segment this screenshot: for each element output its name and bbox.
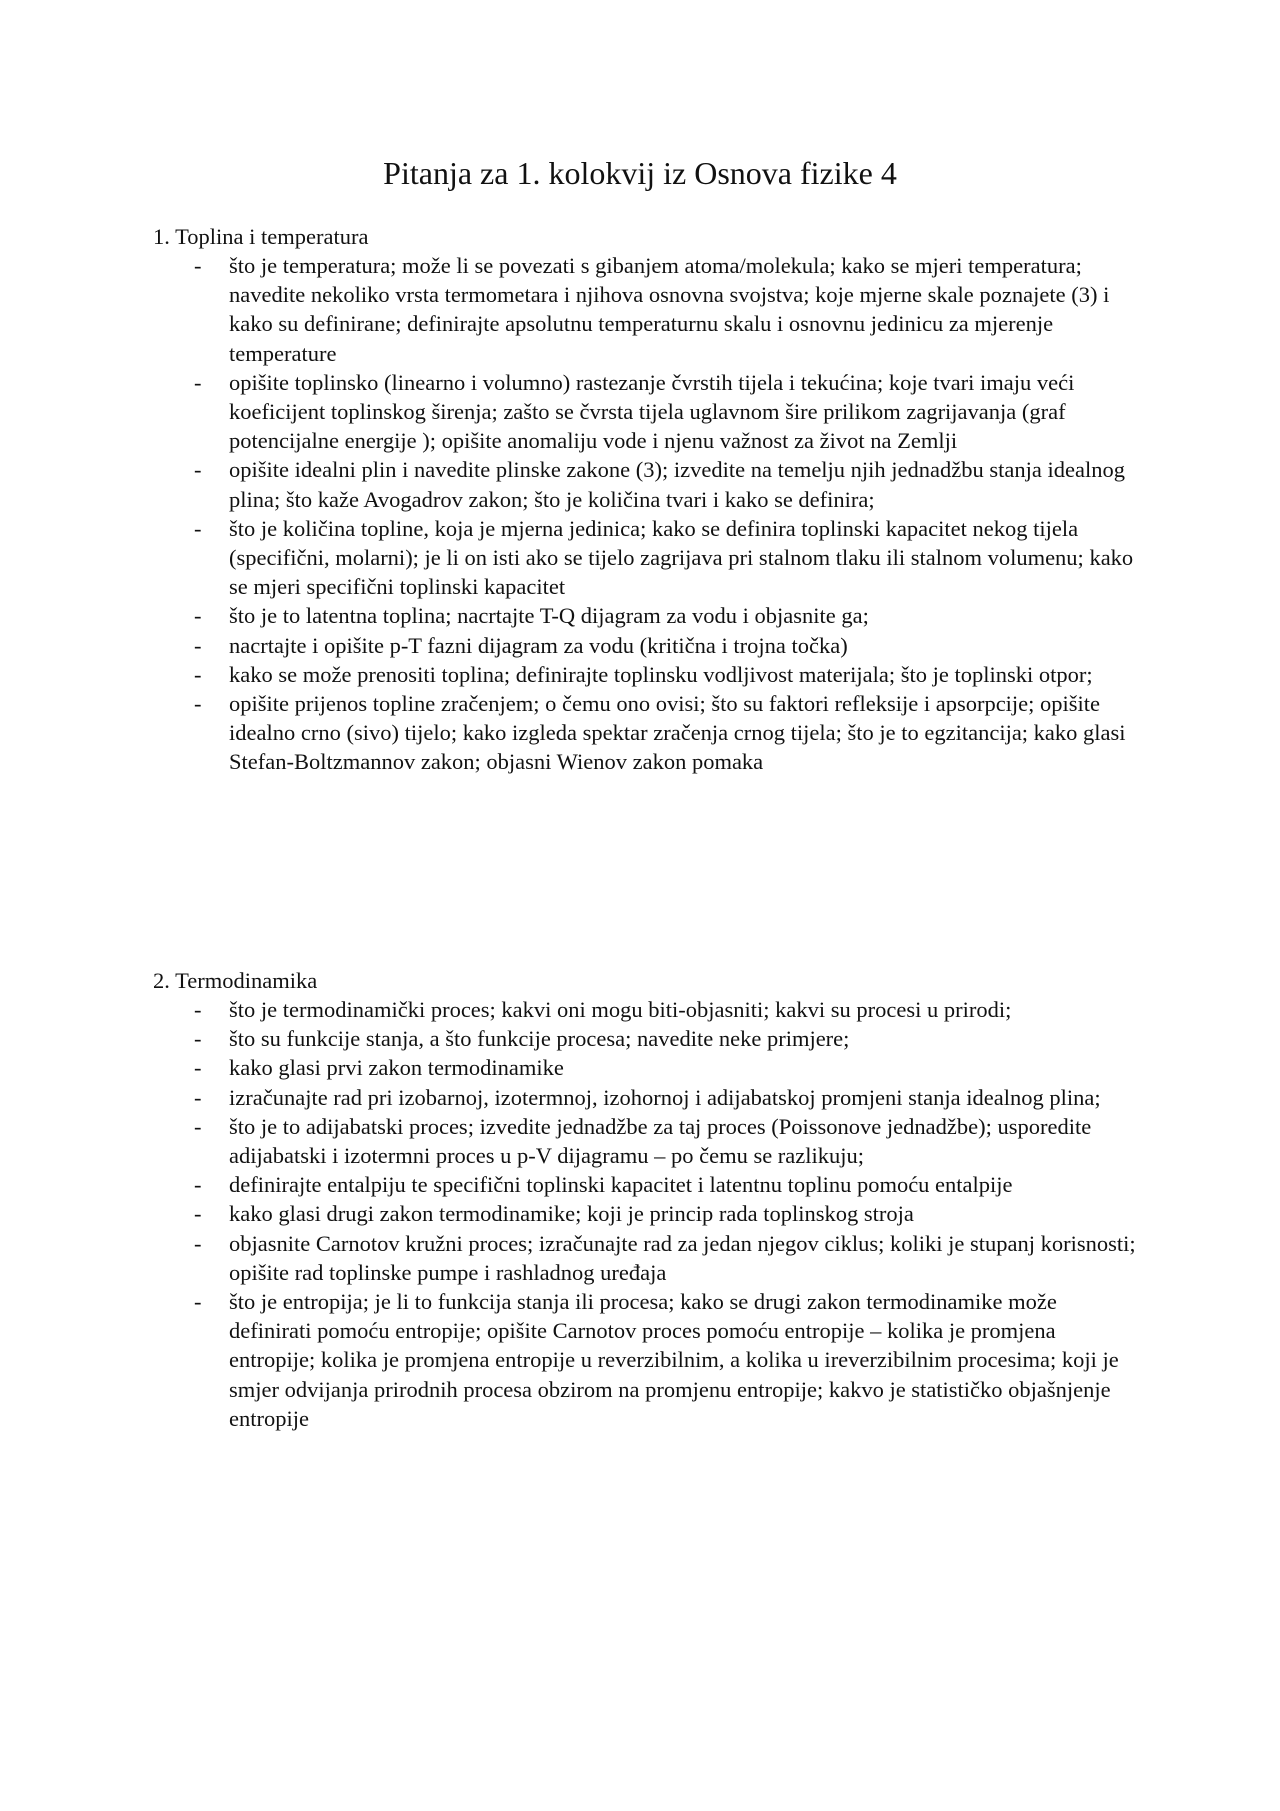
question-list [153,251,1143,777]
list-item [153,1229,1143,1287]
bullet-dash: - [194,661,202,687]
list-item [153,251,1143,368]
bullet-dash: - [194,1289,202,1315]
item-text: kako se može prenositi toplina; definirajte toplinsku vodljivost materijala; što je toplinski otpor; [229,661,1093,687]
list-item [153,514,1143,602]
bullet-dash: - [194,1201,202,1227]
list-item [153,455,1143,513]
list-item [153,601,1143,630]
bullet-dash: - [194,691,202,717]
list-item [153,1083,1143,1112]
item-text: kako glasi prvi zakon termodinamike [229,1055,564,1081]
bullet-dash: - [194,1026,202,1052]
item-text: što je temperatura; može li se povezati s gibanjem atoma/molekula; kako se mjeri temperatura; navedite nekoliko vrsta termometara i njihova osnovna svojstva; koje mjerne skale poznajete (3) i kako su definirane; definirajte apsolutnu temperaturnu skalu i osnovnu jedinicu za mjerenje temperature [229,253,1110,366]
question-list [153,995,1143,1433]
item-text: nacrtajte i opišite p-T fazni dijagram za vodu (kritična i trojna točka) [229,632,848,658]
bullet-dash: - [194,997,202,1022]
item-text: kako glasi drugi zakon termodinamike; koji je princip rada toplinskog stroja [229,1201,914,1227]
list-item [153,368,1143,456]
page-title: Pitanja za 1. kolokvij iz Osnova fizike 4 [383,155,897,191]
list-item [153,689,1143,777]
item-text: definirajte entalpiju te specifični toplinski kapacitet i latentnu toplinu pomoću entalpije [229,1172,1013,1198]
bullet-dash: - [194,369,202,395]
item-text: izračunajte rad pri izobarnoj, izotermnoj, izohornoj i adijabatskoj promjeni stanja idealnog plina; [229,1084,1101,1110]
bullet-dash: - [194,457,202,483]
list-item [153,660,1143,689]
item-text: opišite prijenos topline zračenjem; o čemu ono ovisi; što su faktori refleksije i apsorpcije; opišite idealno crno (sivo) tijelo; kako izgleda spektar zračenja crnog tijela; što je to egzitancija; kako glasi Stefan-Boltzmannov zakon; objasni Wienov zakon pomaka [229,691,1126,775]
list-item [153,995,1143,1024]
bullet-dash: - [194,1172,202,1198]
item-text: što je to adijabatski proces; izvedite jednadžbe za taj proces (Poissonove jednadžbe); usporedite adijabatski i izotermni proces u p-V dijagramu – po čemu se razlikuju; [229,1113,1092,1169]
list-item [153,1024,1143,1053]
item-text: što su funkcije stanja, a što funkcije procesa; navedite neke primjere; [229,1026,850,1052]
list-item [153,1112,1143,1170]
item-text: što je termodinamički proces; kakvi oni mogu biti-objasniti; kakvi su procesi u prirodi; [229,997,1012,1022]
bullet-dash: - [194,603,202,629]
list-item [153,1287,1143,1433]
bullet-dash: - [194,1230,202,1256]
bullet-dash: - [194,1055,202,1081]
list-item [153,1170,1143,1199]
section-heading: 1. Toplina i temperatura [153,224,369,249]
list-item [153,631,1143,660]
list-item [153,1053,1143,1082]
list-item [153,1199,1143,1228]
bullet-dash: - [194,1113,202,1139]
bullet-dash: - [194,515,202,541]
section-termodinamika [153,966,1143,1433]
item-text: opišite idealni plin i navedite plinske zakone (3); izvedite na temelju njih jednadžbu stanja idealnog plina; što kaže Avogadrov zakon; što je količina tvari i kako se definira; [229,457,1125,512]
bullet-dash: - [194,1084,202,1110]
item-text: što je količina topline, koja je mjerna jedinica; kako se definira toplinski kapacitet nekog tijela (specifični, molarni); je li on isti ako se tijelo zagrijava pri stalnom tlaku ili stalnom volumenu; kako se mjeri specifični toplinski kapacitet [229,515,1134,600]
item-text: objasnite Carnotov kružni proces; izračunajte rad za jedan njegov ciklus; koliki je stupanj korisnosti; opišite rad toplinske pumpe i rashladnog uređaja [229,1230,1136,1285]
section-toplina-i-temperatura [153,222,1143,777]
bullet-dash: - [194,253,202,278]
item-text: što je entropija; je li to funkcija stanja ili procesa; kako se drugi zakon termodinamike može definirati pomoću entropije; opišite Carnotov proces pomoću entropije – kolika je promjena entropije; kolika je promjena entropije u reverzibilnim, a kolika u ireverzibilnim procesima; koji je smjer odvijanja prirodnih procesa obzirom na promjenu entropije; kakvo je statističko objašnjenje entropije [229,1289,1119,1431]
bullet-dash: - [194,632,202,658]
item-text: što je to latentna toplina; nacrtajte T-Q dijagram za vodu i objasnite ga; [229,603,869,629]
item-text: opišite toplinsko (linearno i volumno) rastezanje čvrstih tijela i tekućina; koje tvari imaju veći koeficijent toplinskog širenja; zašto se čvrsta tijela uglavnom šire prilikom zagrijavanja (graf potencijalne energije ); opišite anomaliju vode i njenu važnost za život na Zemlji [229,369,1075,454]
section-heading: 2. Termodinamika [153,968,318,993]
